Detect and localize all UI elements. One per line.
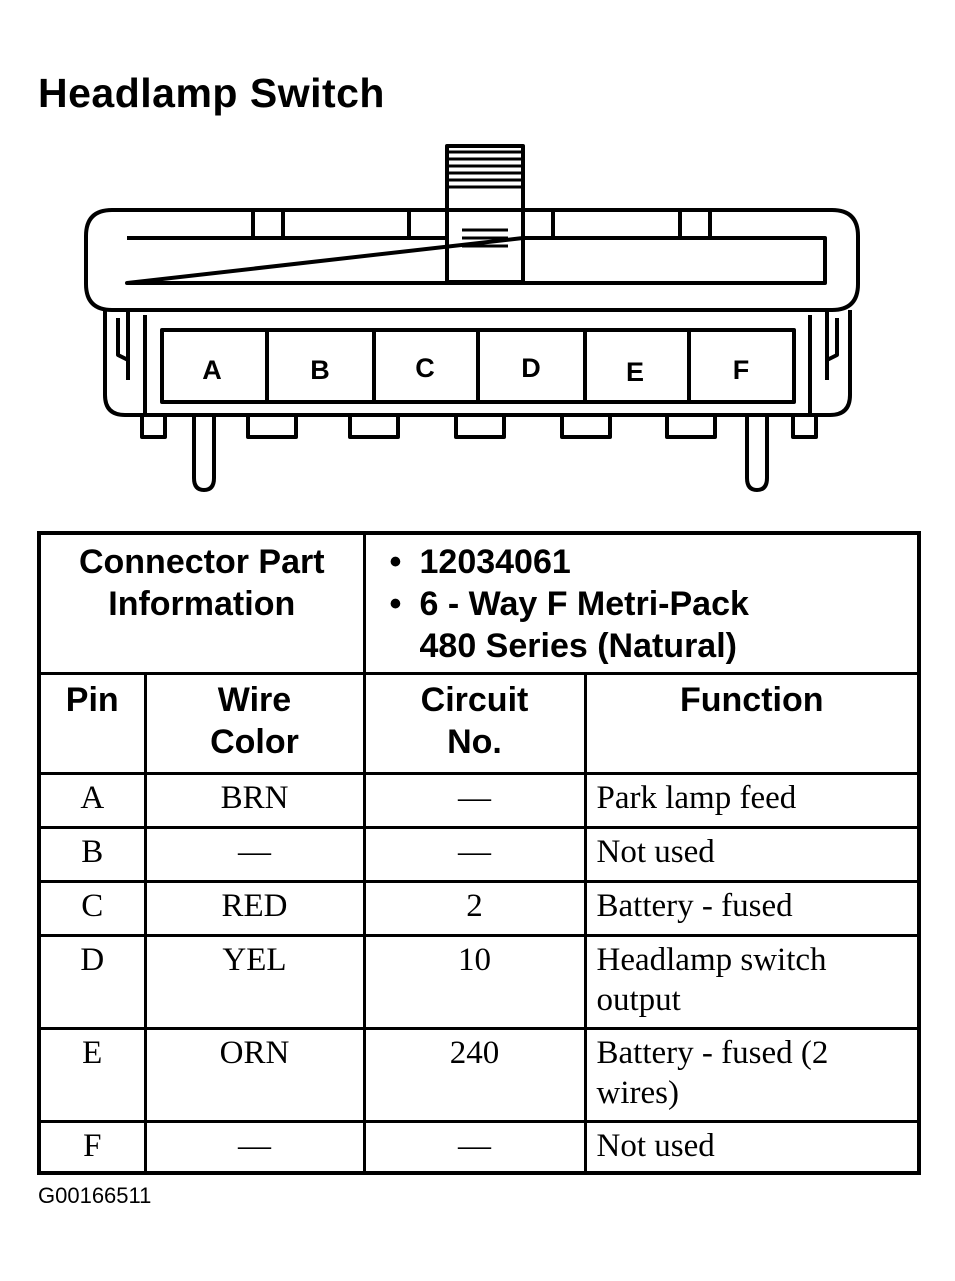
table-row: D YEL 10 Headlamp switch output	[39, 935, 919, 1028]
right-guide-post	[747, 415, 767, 490]
table-row: A BRN — Park lamp feed	[39, 773, 919, 827]
diagram-title: Headlamp Switch	[38, 70, 385, 116]
part-info-row	[39, 533, 919, 673]
cavity-label-b: B	[310, 355, 330, 385]
table-row: F — — Not used	[39, 1121, 919, 1173]
left-guide-post	[194, 415, 214, 490]
connector-description-cont: 480 Series (Natural)	[419, 627, 737, 665]
table-row: B — — Not used	[39, 827, 919, 881]
cavity-label-f: F	[732, 355, 750, 385]
col-header-pin: Pin	[39, 673, 145, 773]
cavity-label-d: D	[521, 353, 541, 383]
col-header-circuit: Circuit No.	[364, 673, 585, 773]
headlamp-switch-connector-drawing	[0, 0, 955, 510]
part-info-details: • 12034061 • 6 - Way F Metri-Pack 480 Series (Natural)	[364, 533, 919, 673]
cavity-label-c: C	[415, 353, 435, 383]
cavity-label-a: A	[202, 355, 222, 385]
connector-pinout-table	[37, 531, 921, 1175]
column-header-row	[39, 673, 919, 773]
table-row: E ORN 240 Battery - fused (2 wires)	[39, 1028, 919, 1121]
figure-code: G00166511	[38, 1183, 152, 1208]
part-info-label: Connector Part Information	[39, 533, 364, 673]
table-row: C RED 2 Battery - fused	[39, 881, 919, 935]
col-header-function: Function	[585, 673, 919, 773]
cavity-label-e: E	[625, 357, 645, 387]
connector-description: 6 - Way F Metri-Pack	[419, 585, 749, 623]
part-number: 12034061	[419, 543, 571, 581]
col-header-wire-color: Wire Color	[145, 673, 364, 773]
